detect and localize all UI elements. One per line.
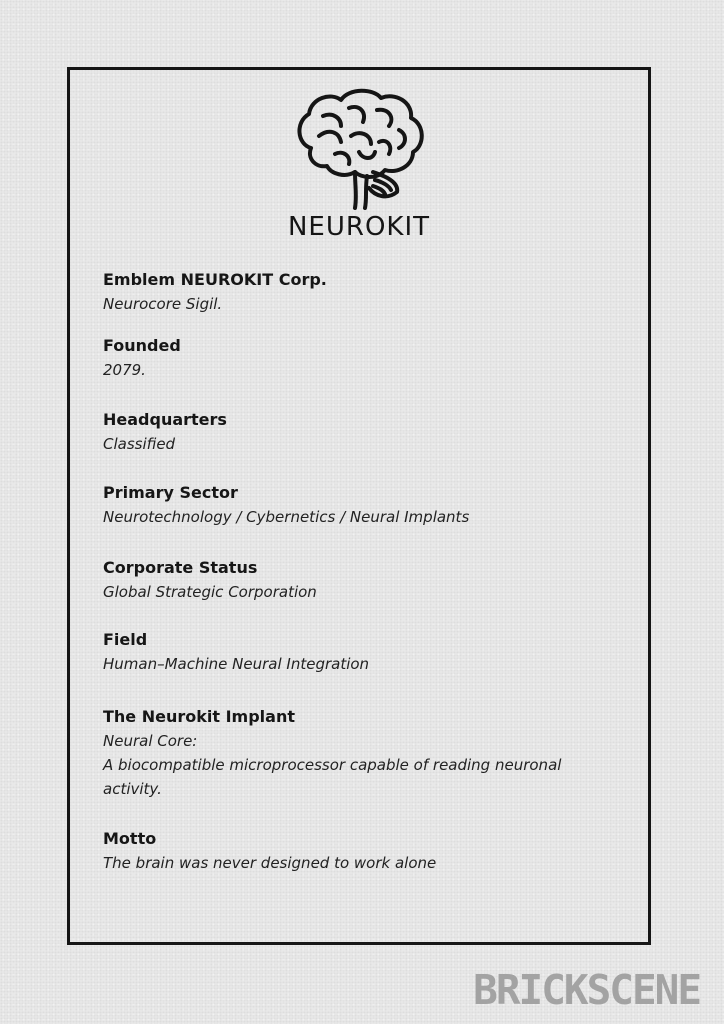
document-card [67, 67, 651, 945]
field-label: Emblem NEUROKIT Corp. [103, 270, 327, 289]
field-value: 2079. [103, 361, 146, 379]
brickscene-watermark: BRICKSCENE [473, 966, 700, 1014]
field-value: The brain was never designed to work alone [103, 854, 437, 872]
field-label: Motto [103, 829, 157, 848]
field-value-line-3: activity. [103, 780, 162, 798]
field-label: Field [103, 630, 148, 649]
field-neurokit-implant [103, 705, 623, 801]
field-label: Corporate Status [103, 558, 258, 577]
field-value: Classified [103, 435, 176, 453]
field-primary-sector [103, 481, 623, 529]
field-label: Primary Sector [103, 483, 238, 502]
field-value: Neurotechnology / Cybernetics / Neural Implants [103, 508, 470, 526]
field-value: Neural Core: [103, 732, 198, 750]
field-motto [103, 827, 623, 875]
company-wordmark: NEUROKIT [287, 212, 431, 242]
field-label: The Neurokit Implant [103, 707, 295, 726]
field-field [103, 628, 623, 676]
brain-icon [289, 86, 429, 210]
field-value: Human–Machine Neural Integration [103, 655, 370, 673]
field-value: Neurocore Sigil. [103, 295, 223, 313]
field-label: Headquarters [103, 410, 227, 429]
field-value: Global Strategic Corporation [103, 583, 317, 601]
field-founded [103, 334, 623, 382]
field-label: Founded [103, 336, 181, 355]
neurokit-logo [70, 86, 648, 242]
field-headquarters [103, 408, 623, 456]
field-corporate-status [103, 556, 623, 604]
field-value-line-2: A biocompatible microprocessor capable of reading neuronal [103, 756, 562, 774]
field-emblem [103, 268, 623, 316]
